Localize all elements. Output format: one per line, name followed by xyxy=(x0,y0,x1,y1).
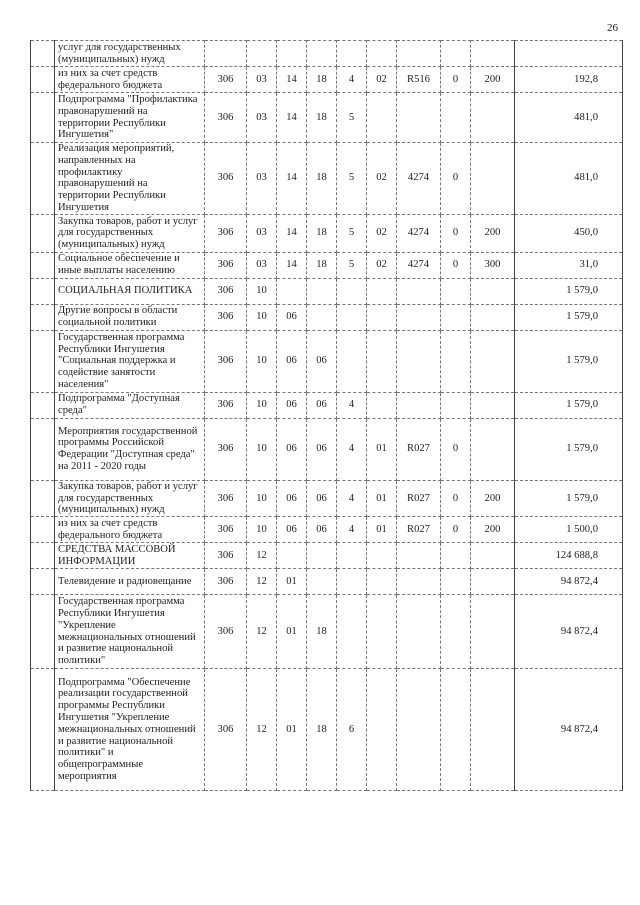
row-section-cell: 10 xyxy=(247,278,277,304)
row-amount-cell: 450,0 xyxy=(515,214,623,252)
row-program-cell: 18 xyxy=(307,93,337,143)
row-section-cell: 12 xyxy=(247,543,277,569)
row-program-cell: 06 xyxy=(307,480,337,516)
row-amount-cell: 1 579,0 xyxy=(515,304,623,330)
row-margin-cell xyxy=(31,41,55,67)
table-row xyxy=(31,418,623,480)
row-section-cell: 10 xyxy=(247,330,277,392)
row-subcode-cell xyxy=(441,543,471,569)
row-margin-cell xyxy=(31,569,55,595)
row-ved-cell xyxy=(205,41,247,67)
table-row xyxy=(31,252,623,278)
row-subcode-cell: 0 xyxy=(441,252,471,278)
row-subprogram-cell xyxy=(337,569,367,595)
row-ved-cell: 306 xyxy=(205,543,247,569)
row-subsection-cell xyxy=(277,278,307,304)
row-program-cell: 18 xyxy=(307,252,337,278)
table-row xyxy=(31,595,623,669)
row-amount-cell: 94 872,4 xyxy=(515,595,623,669)
row-amount-cell: 94 872,4 xyxy=(515,569,623,595)
row-subcode-cell xyxy=(441,392,471,418)
table-row xyxy=(31,214,623,252)
row-amount-cell: 1 500,0 xyxy=(515,517,623,543)
table-row xyxy=(31,304,623,330)
row-expense-type-cell xyxy=(471,278,515,304)
row-subcode-cell: 0 xyxy=(441,214,471,252)
row-measure-cell: 02 xyxy=(367,214,397,252)
page-number: 26 xyxy=(607,22,618,34)
row-program-cell: 06 xyxy=(307,517,337,543)
row-amount-cell: 1 579,0 xyxy=(515,418,623,480)
row-section-cell: 12 xyxy=(247,669,277,791)
row-section-cell xyxy=(247,41,277,67)
row-amount-cell: 192,8 xyxy=(515,67,623,93)
row-margin-cell xyxy=(31,214,55,252)
row-ved-cell: 306 xyxy=(205,392,247,418)
row-amount-cell: 1 579,0 xyxy=(515,330,623,392)
row-direction-code-cell xyxy=(397,278,441,304)
row-margin-cell xyxy=(31,669,55,791)
row-measure-cell xyxy=(367,392,397,418)
row-program-cell xyxy=(307,304,337,330)
row-section-cell: 10 xyxy=(247,418,277,480)
row-direction-code-cell: R516 xyxy=(397,67,441,93)
row-ved-cell: 306 xyxy=(205,304,247,330)
table-row xyxy=(31,41,623,67)
row-program-cell: 18 xyxy=(307,143,337,215)
row-measure-cell xyxy=(367,41,397,67)
row-subsection-cell: 06 xyxy=(277,392,307,418)
row-ved-cell: 306 xyxy=(205,252,247,278)
row-program-cell: 06 xyxy=(307,418,337,480)
row-amount-cell: 94 872,4 xyxy=(515,669,623,791)
row-subprogram-cell: 5 xyxy=(337,143,367,215)
table-row xyxy=(31,480,623,516)
row-direction-code-cell xyxy=(397,669,441,791)
row-section-cell: 03 xyxy=(247,214,277,252)
row-ved-cell: 306 xyxy=(205,278,247,304)
row-ved-cell: 306 xyxy=(205,569,247,595)
row-subcode-cell xyxy=(441,304,471,330)
row-subcode-cell xyxy=(441,93,471,143)
row-section-cell: 03 xyxy=(247,93,277,143)
row-subsection-cell: 14 xyxy=(277,93,307,143)
row-direction-code-cell xyxy=(397,330,441,392)
row-direction-code-cell: R027 xyxy=(397,418,441,480)
row-expense-type-cell xyxy=(471,543,515,569)
row-ved-cell: 306 xyxy=(205,143,247,215)
row-subprogram-cell xyxy=(337,304,367,330)
row-margin-cell xyxy=(31,143,55,215)
table-row xyxy=(31,278,623,304)
row-expense-type-cell xyxy=(471,569,515,595)
row-subsection-cell: 14 xyxy=(277,67,307,93)
row-ved-cell: 306 xyxy=(205,517,247,543)
row-margin-cell xyxy=(31,330,55,392)
row-direction-code-cell xyxy=(397,41,441,67)
row-name-cell: из них за счет средств федерального бюджета xyxy=(55,517,205,543)
row-expense-type-cell: 200 xyxy=(471,67,515,93)
row-measure-cell: 01 xyxy=(367,480,397,516)
row-subcode-cell xyxy=(441,569,471,595)
row-subprogram-cell: 6 xyxy=(337,669,367,791)
row-expense-type-cell xyxy=(471,418,515,480)
row-name-cell: из них за счет средств федерального бюджета xyxy=(55,67,205,93)
row-subsection-cell: 06 xyxy=(277,330,307,392)
table-body xyxy=(31,41,623,791)
row-measure-cell xyxy=(367,304,397,330)
row-measure-cell xyxy=(367,93,397,143)
row-name-cell: Государственная программа Республики Ингушетия "Социальная поддержка и содействие занятости населения" xyxy=(55,330,205,392)
row-measure-cell: 01 xyxy=(367,418,397,480)
row-measure-cell xyxy=(367,330,397,392)
row-measure-cell: 01 xyxy=(367,517,397,543)
table-row xyxy=(31,93,623,143)
row-amount-cell xyxy=(515,41,623,67)
row-measure-cell: 02 xyxy=(367,67,397,93)
row-margin-cell xyxy=(31,93,55,143)
row-subsection-cell: 06 xyxy=(277,418,307,480)
row-direction-code-cell: R027 xyxy=(397,480,441,516)
row-program-cell: 18 xyxy=(307,214,337,252)
row-subsection-cell: 06 xyxy=(277,480,307,516)
row-subprogram-cell: 4 xyxy=(337,418,367,480)
table-row xyxy=(31,569,623,595)
row-program-cell: 06 xyxy=(307,330,337,392)
row-ved-cell: 306 xyxy=(205,480,247,516)
row-subcode-cell xyxy=(441,41,471,67)
row-amount-cell: 124 688,8 xyxy=(515,543,623,569)
row-program-cell: 18 xyxy=(307,669,337,791)
row-expense-type-cell xyxy=(471,41,515,67)
table-row xyxy=(31,67,623,93)
row-expense-type-cell xyxy=(471,143,515,215)
row-section-cell: 03 xyxy=(247,67,277,93)
row-margin-cell xyxy=(31,543,55,569)
row-subprogram-cell: 4 xyxy=(337,517,367,543)
row-ved-cell: 306 xyxy=(205,330,247,392)
row-subsection-cell: 01 xyxy=(277,595,307,669)
row-measure-cell: 02 xyxy=(367,143,397,215)
row-subprogram-cell: 5 xyxy=(337,252,367,278)
table-row xyxy=(31,543,623,569)
row-subcode-cell: 0 xyxy=(441,517,471,543)
row-name-cell: СОЦИАЛЬНАЯ ПОЛИТИКА xyxy=(55,278,205,304)
row-expense-type-cell: 200 xyxy=(471,517,515,543)
row-subcode-cell xyxy=(441,330,471,392)
row-ved-cell: 306 xyxy=(205,418,247,480)
row-margin-cell xyxy=(31,517,55,543)
row-subprogram-cell: 5 xyxy=(337,214,367,252)
row-subprogram-cell: 4 xyxy=(337,67,367,93)
row-subprogram-cell xyxy=(337,330,367,392)
row-subcode-cell: 0 xyxy=(441,143,471,215)
row-margin-cell xyxy=(31,418,55,480)
row-amount-cell: 1 579,0 xyxy=(515,480,623,516)
row-name-cell: Мероприятия государственной программы Российской Федерации "Доступная среда" на 2011 - 2020 годы xyxy=(55,418,205,480)
row-program-cell: 18 xyxy=(307,67,337,93)
row-measure-cell xyxy=(367,595,397,669)
row-section-cell: 10 xyxy=(247,304,277,330)
row-subcode-cell xyxy=(441,595,471,669)
table-row xyxy=(31,517,623,543)
row-subprogram-cell: 4 xyxy=(337,480,367,516)
row-subcode-cell xyxy=(441,278,471,304)
row-program-cell xyxy=(307,278,337,304)
row-subprogram-cell: 4 xyxy=(337,392,367,418)
row-expense-type-cell xyxy=(471,392,515,418)
row-direction-code-cell: 4274 xyxy=(397,214,441,252)
row-measure-cell: 02 xyxy=(367,252,397,278)
row-subsection-cell: 14 xyxy=(277,214,307,252)
row-subprogram-cell xyxy=(337,595,367,669)
row-subsection-cell: 01 xyxy=(277,669,307,791)
row-margin-cell xyxy=(31,67,55,93)
row-direction-code-cell: 4274 xyxy=(397,143,441,215)
row-section-cell: 03 xyxy=(247,252,277,278)
table-row xyxy=(31,143,623,215)
row-subcode-cell: 0 xyxy=(441,418,471,480)
row-name-cell: Телевидение и радиовещание xyxy=(55,569,205,595)
row-direction-code-cell xyxy=(397,595,441,669)
row-subcode-cell: 0 xyxy=(441,480,471,516)
row-direction-code-cell xyxy=(397,392,441,418)
row-subsection-cell xyxy=(277,41,307,67)
row-margin-cell xyxy=(31,480,55,516)
row-name-cell: Реализация мероприятий, направленных на профилактику правонарушений на территории Республики Ингушетия xyxy=(55,143,205,215)
row-direction-code-cell: 4274 xyxy=(397,252,441,278)
row-measure-cell xyxy=(367,543,397,569)
row-amount-cell: 1 579,0 xyxy=(515,392,623,418)
row-name-cell: СРЕДСТВА МАССОВОЙ ИНФОРМАЦИИ xyxy=(55,543,205,569)
row-expense-type-cell: 200 xyxy=(471,480,515,516)
row-margin-cell xyxy=(31,252,55,278)
row-subprogram-cell xyxy=(337,278,367,304)
row-measure-cell xyxy=(367,569,397,595)
row-measure-cell xyxy=(367,278,397,304)
row-subprogram-cell xyxy=(337,543,367,569)
row-subsection-cell: 06 xyxy=(277,517,307,543)
row-program-cell xyxy=(307,543,337,569)
row-expense-type-cell xyxy=(471,304,515,330)
row-program-cell: 18 xyxy=(307,595,337,669)
row-ved-cell: 306 xyxy=(205,67,247,93)
row-subcode-cell: 0 xyxy=(441,67,471,93)
row-subprogram-cell xyxy=(337,41,367,67)
row-direction-code-cell xyxy=(397,569,441,595)
row-name-cell: услуг для государственных (муниципальных) нужд xyxy=(55,41,205,67)
row-section-cell: 10 xyxy=(247,480,277,516)
row-program-cell xyxy=(307,569,337,595)
row-expense-type-cell: 300 xyxy=(471,252,515,278)
row-ved-cell: 306 xyxy=(205,93,247,143)
row-expense-type-cell xyxy=(471,93,515,143)
row-name-cell: Подпрограмма "Обеспечение реализации государственной программы Республики Ингушетия "Укрепление межнациональных отношений и развитие национальной политики" и общепрограммные мероприятия xyxy=(55,669,205,791)
row-margin-cell xyxy=(31,304,55,330)
row-subprogram-cell: 5 xyxy=(337,93,367,143)
row-ved-cell: 306 xyxy=(205,669,247,791)
table-row xyxy=(31,392,623,418)
row-subsection-cell: 14 xyxy=(277,143,307,215)
row-section-cell: 10 xyxy=(247,517,277,543)
row-subsection-cell: 01 xyxy=(277,569,307,595)
row-subcode-cell xyxy=(441,669,471,791)
row-margin-cell xyxy=(31,278,55,304)
row-expense-type-cell: 200 xyxy=(471,214,515,252)
row-expense-type-cell xyxy=(471,595,515,669)
row-section-cell: 03 xyxy=(247,143,277,215)
row-program-cell xyxy=(307,41,337,67)
row-expense-type-cell xyxy=(471,330,515,392)
row-section-cell: 10 xyxy=(247,392,277,418)
row-subsection-cell: 14 xyxy=(277,252,307,278)
row-name-cell: Другие вопросы в области социальной политики xyxy=(55,304,205,330)
row-measure-cell xyxy=(367,669,397,791)
row-margin-cell xyxy=(31,392,55,418)
row-section-cell: 12 xyxy=(247,595,277,669)
budget-table xyxy=(30,40,623,791)
row-name-cell: Закупка товаров, работ и услуг для государственных (муниципальных) нужд xyxy=(55,214,205,252)
row-amount-cell: 481,0 xyxy=(515,93,623,143)
row-amount-cell: 481,0 xyxy=(515,143,623,215)
row-program-cell: 06 xyxy=(307,392,337,418)
row-margin-cell xyxy=(31,595,55,669)
row-ved-cell: 306 xyxy=(205,214,247,252)
row-name-cell: Социальное обеспечение и иные выплаты населению xyxy=(55,252,205,278)
row-section-cell: 12 xyxy=(247,569,277,595)
row-direction-code-cell xyxy=(397,543,441,569)
row-name-cell: Подпрограмма "Доступная среда" xyxy=(55,392,205,418)
row-direction-code-cell: R027 xyxy=(397,517,441,543)
row-amount-cell: 1 579,0 xyxy=(515,278,623,304)
row-name-cell: Подпрограмма "Профилактика правонарушений на территории Республики Ингушетия" xyxy=(55,93,205,143)
row-expense-type-cell xyxy=(471,669,515,791)
row-subsection-cell: 06 xyxy=(277,304,307,330)
row-direction-code-cell xyxy=(397,93,441,143)
row-direction-code-cell xyxy=(397,304,441,330)
row-name-cell: Закупка товаров, работ и услуг для государственных (муниципальных) нужд xyxy=(55,480,205,516)
table-row xyxy=(31,669,623,791)
row-subsection-cell xyxy=(277,543,307,569)
table-row xyxy=(31,330,623,392)
row-amount-cell: 31,0 xyxy=(515,252,623,278)
row-ved-cell: 306 xyxy=(205,595,247,669)
row-name-cell: Государственная программа Республики Ингушетия "Укрепление межнациональных отношений и развитие национальной политики" xyxy=(55,595,205,669)
